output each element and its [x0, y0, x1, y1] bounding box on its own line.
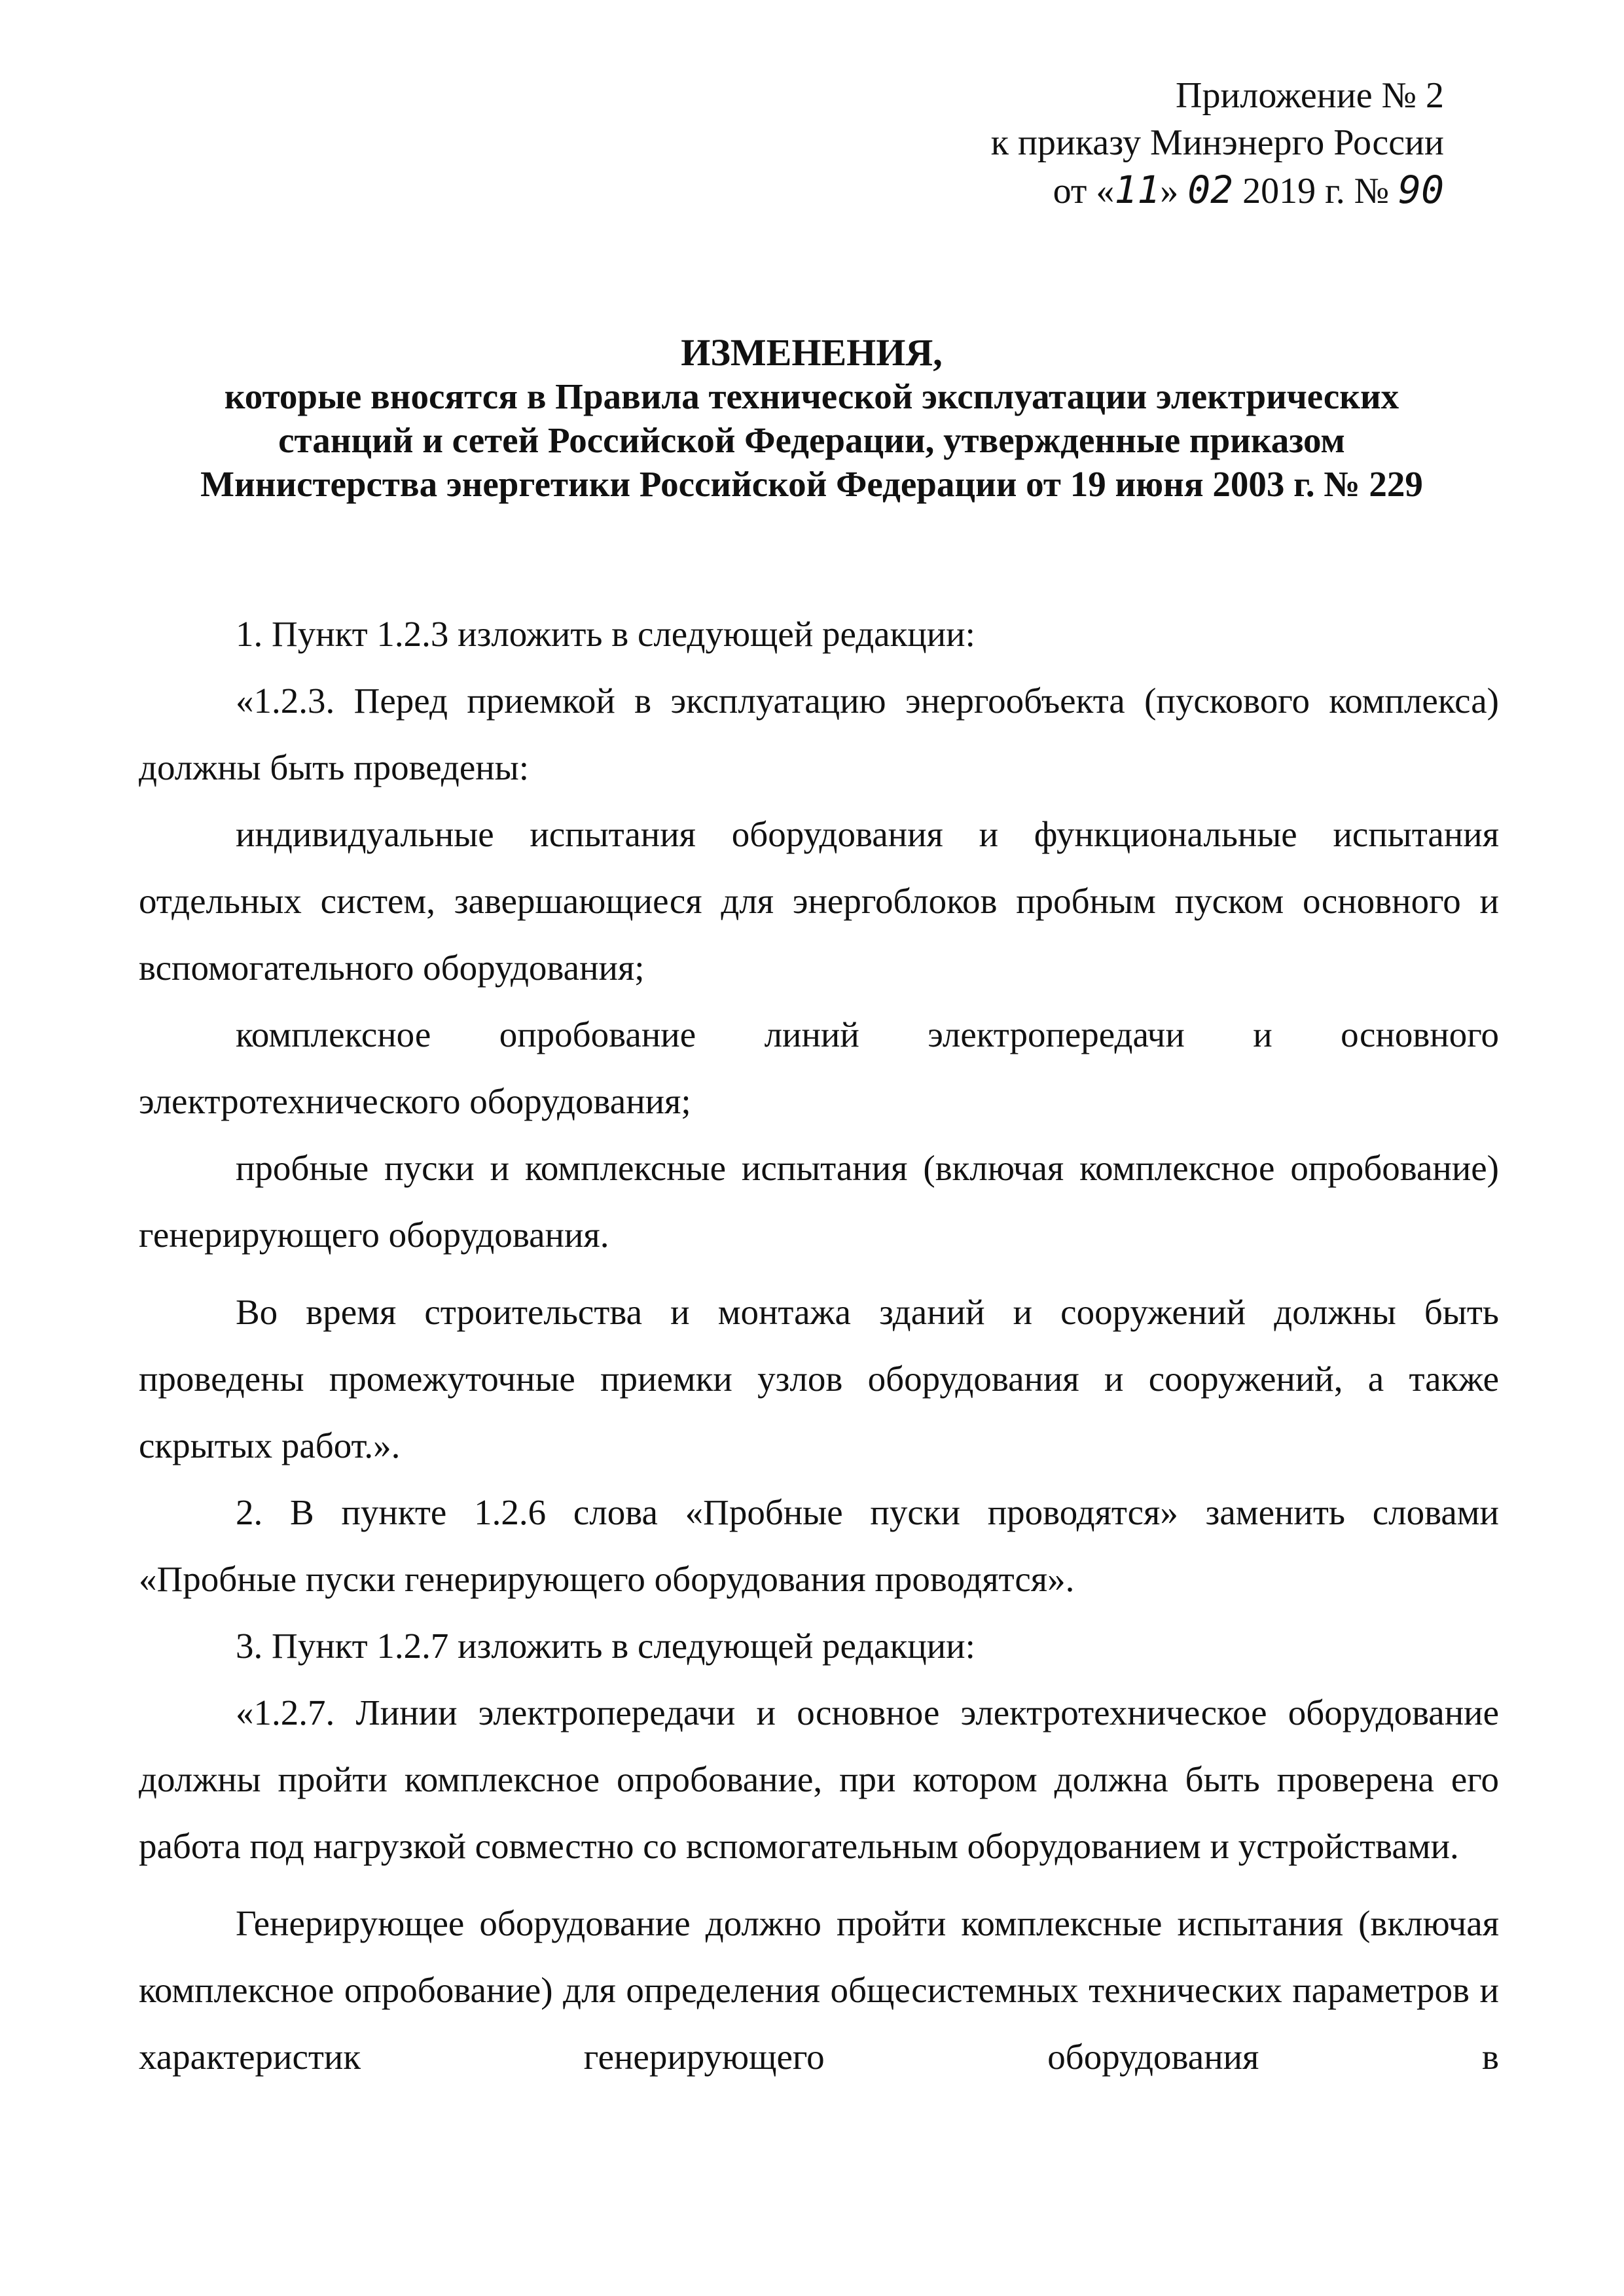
paragraph-3: индивидуальные испытания оборудования и функциональные испытания отдельных систем, завершающиеся для энергоблоков пробным пуском основного и вспомогательного оборудования;	[139, 814, 1499, 988]
document-title	[151, 331, 1473, 506]
title-line-3: Министерства энергетики Российской Федерации от 19 июня 2003 г. № 229	[200, 464, 1423, 504]
date-prefix: от «	[1053, 171, 1115, 211]
paragraph-8: 3. Пункт 1.2.7 изложить в следующей редакции:	[236, 1626, 975, 1666]
order-line: к приказу Минэнерго России	[990, 122, 1444, 163]
document-body	[139, 601, 1499, 2090]
paragraph-9: «1.2.7. Линии электропередачи и основное электротехническое оборудование должны пройти комплексное опробование, при котором должна быть проверена его работа под нагрузкой совместно со вспомогательным оборудованием и устройствами.	[139, 1693, 1499, 1866]
order-date-line	[991, 166, 1444, 215]
paragraph-2: «1.2.3. Перед приемкой в эксплуатацию энергообъекта (пускового комплекса) должны быть проведены:	[139, 681, 1499, 787]
paragraph-6: Во время строительства и монтажа зданий и сооружений должны быть проведены промежуточные приемки узлов оборудования и сооружений, а также скрытых работ.».	[139, 1292, 1499, 1465]
date-year: 2019 г. №	[1233, 171, 1399, 211]
handwritten-number: 90	[1398, 168, 1444, 212]
paragraph-4: комплексное опробование линий электропередачи и основного электротехнического оборудования;	[139, 1014, 1499, 1121]
paragraph-5: пробные пуски и комплексные испытания (включая комплексное опробование) генерирующего оборудования.	[139, 1148, 1499, 1255]
date-mid: »	[1160, 171, 1188, 211]
annex-line: Приложение № 2	[1176, 75, 1444, 116]
paragraph-1: 1. Пункт 1.2.3 изложить в следующей редакции:	[236, 614, 975, 654]
annex-header	[991, 72, 1444, 215]
handwritten-day: 11	[1114, 168, 1161, 212]
title-line-1: которые вносятся в Правила технической эксплуатации электрических	[224, 376, 1399, 416]
handwritten-month: 02	[1187, 168, 1234, 212]
paragraph-7: 2. В пункте 1.2.6 слова «Пробные пуски проводятся» заменить словами «Пробные пуски генерирующего оборудования проводятся».	[139, 1492, 1499, 1599]
title-main: ИЗМЕНЕНИЯ,	[681, 331, 943, 374]
paragraph-10: Генерирующее оборудование должно пройти комплексные испытания (включая комплексное опробование) для определения общесистемных технических параметров и характеристик генерирующего оборудования в	[139, 1903, 1499, 2077]
title-line-2: станций и сетей Российской Федерации, утвержденные приказом	[278, 420, 1345, 460]
